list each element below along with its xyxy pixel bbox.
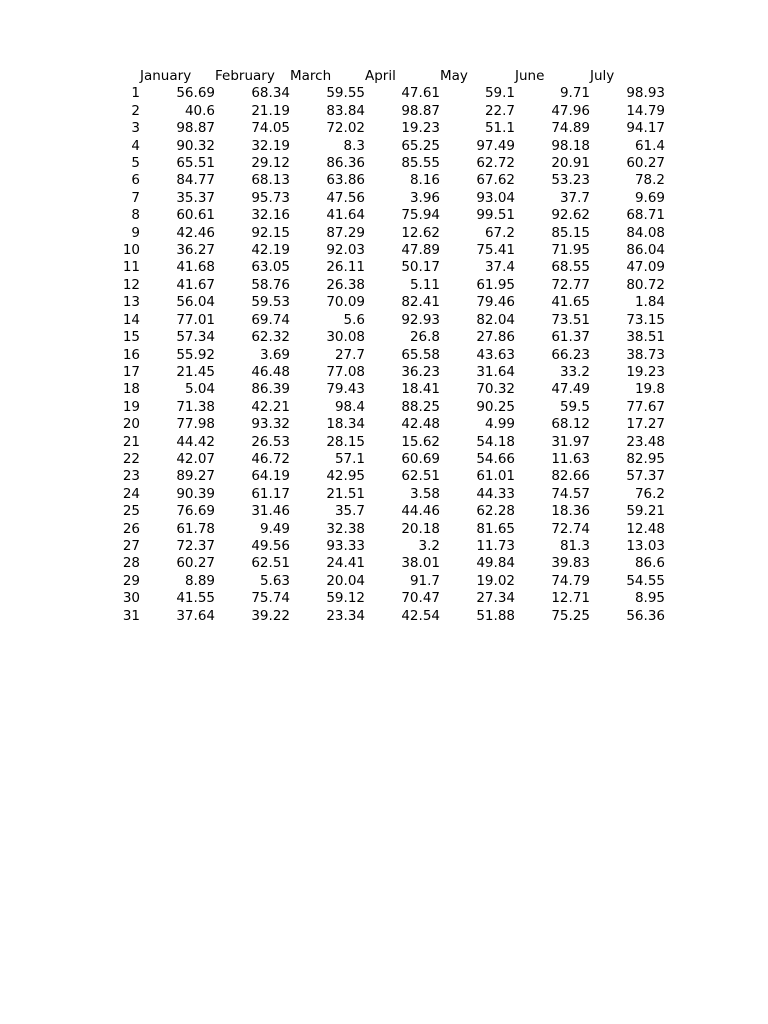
data-cell: 90.25 (476, 398, 515, 415)
data-cell: 31.64 (476, 363, 515, 380)
data-cell: 41.64 (326, 207, 365, 224)
data-cell: 54.18 (476, 433, 515, 450)
row-number: 18 (122, 381, 140, 398)
data-cell: 90.39 (176, 485, 215, 502)
data-cell: 3.96 (409, 189, 440, 206)
data-cell: 12.62 (401, 224, 440, 241)
data-cell: 14.79 (626, 102, 665, 119)
data-cell: 58.76 (251, 276, 290, 293)
table-row (117, 103, 665, 120)
data-cell: 3.69 (259, 346, 290, 363)
data-cell: 57.37 (626, 468, 665, 485)
data-cell: 59.55 (326, 85, 365, 102)
row-number: 3 (131, 120, 140, 137)
data-cell: 86.04 (626, 242, 665, 259)
data-cell: 68.12 (551, 416, 590, 433)
data-cell: 9.49 (259, 520, 290, 537)
data-cell: 39.83 (551, 555, 590, 572)
data-cell: 3.2 (418, 537, 440, 554)
table-row (117, 294, 665, 311)
data-cell: 61.78 (176, 520, 215, 537)
data-cell: 75.25 (551, 607, 590, 624)
row-number: 27 (122, 537, 140, 554)
data-cell: 72.74 (551, 520, 590, 537)
data-cell: 67.62 (476, 172, 515, 189)
table-row (117, 155, 665, 172)
data-cell: 44.46 (401, 503, 440, 520)
data-cell: 92.15 (251, 224, 290, 241)
data-cell: 57.34 (176, 329, 215, 346)
data-cell: 47.89 (401, 242, 440, 259)
data-cell: 79.43 (326, 381, 365, 398)
data-cell: 47.96 (551, 102, 590, 119)
data-cell: 62.72 (476, 155, 515, 172)
data-cell: 66.23 (551, 346, 590, 363)
data-cell: 53.23 (551, 172, 590, 189)
spreadsheet-page (117, 68, 665, 625)
data-cell: 62.32 (251, 329, 290, 346)
data-cell: 68.71 (626, 207, 665, 224)
data-cell: 28.15 (326, 433, 365, 450)
row-number: 8 (131, 207, 140, 224)
data-cell: 1.84 (634, 294, 665, 311)
column-header-july: July (590, 68, 615, 84)
data-cell: 26.38 (326, 276, 365, 293)
data-cell: 63.05 (251, 259, 290, 276)
data-cell: 94.17 (626, 120, 665, 137)
table-row (117, 329, 665, 346)
data-cell: 61.17 (251, 485, 290, 502)
data-cell: 65.25 (401, 137, 440, 154)
data-cell: 93.33 (326, 537, 365, 554)
data-cell: 65.58 (401, 346, 440, 363)
data-cell: 27.86 (476, 329, 515, 346)
row-number: 10 (122, 242, 140, 259)
data-cell: 19.23 (626, 363, 665, 380)
data-cell: 85.15 (551, 224, 590, 241)
data-cell: 87.29 (326, 224, 365, 241)
row-number: 24 (122, 485, 140, 502)
data-cell: 64.19 (251, 468, 290, 485)
data-cell: 82.95 (626, 450, 665, 467)
data-cell: 47.56 (326, 189, 365, 206)
row-number: 5 (131, 155, 140, 172)
data-cell: 8.89 (184, 572, 215, 589)
data-cell: 70.47 (401, 590, 440, 607)
data-cell: 51.88 (476, 607, 515, 624)
data-cell: 75.74 (251, 590, 290, 607)
data-cell: 44.42 (176, 433, 215, 450)
data-cell: 55.92 (176, 346, 215, 363)
data-cell: 22.7 (484, 102, 515, 119)
data-cell: 38.01 (401, 555, 440, 572)
table-row (117, 138, 665, 155)
row-number: 1 (131, 85, 140, 102)
data-cell: 99.51 (476, 207, 515, 224)
data-cell: 59.1 (484, 85, 515, 102)
data-cell: 41.55 (176, 590, 215, 607)
data-cell: 86.39 (251, 381, 290, 398)
data-cell: 78.2 (634, 172, 665, 189)
data-cell: 86.36 (326, 155, 365, 172)
data-cell: 76.69 (176, 503, 215, 520)
data-cell: 98.18 (551, 137, 590, 154)
data-cell: 77.08 (326, 363, 365, 380)
data-cell: 37.4 (484, 259, 515, 276)
data-cell: 47.49 (551, 381, 590, 398)
row-number: 6 (131, 172, 140, 189)
data-cell: 97.49 (476, 137, 515, 154)
data-cell: 63.86 (326, 172, 365, 189)
data-cell: 26.53 (251, 433, 290, 450)
data-cell: 41.65 (551, 294, 590, 311)
data-cell: 37.64 (176, 607, 215, 624)
table-row (117, 399, 665, 416)
data-cell: 42.21 (251, 398, 290, 415)
row-number: 4 (131, 137, 140, 154)
data-cell: 88.25 (401, 398, 440, 415)
data-cell: 37.7 (559, 189, 590, 206)
data-cell: 35.7 (334, 503, 365, 520)
data-cell: 46.72 (251, 450, 290, 467)
data-cell: 73.15 (626, 311, 665, 328)
data-cell: 32.19 (251, 137, 290, 154)
table-row (117, 259, 665, 276)
data-cell: 20.18 (401, 520, 440, 537)
data-cell: 18.41 (401, 381, 440, 398)
data-cell: 54.55 (626, 572, 665, 589)
data-cell: 90.32 (176, 137, 215, 154)
data-cell: 77.67 (626, 398, 665, 415)
table-row (117, 451, 665, 468)
table-body (117, 85, 665, 625)
row-number: 30 (122, 590, 140, 607)
data-cell: 41.67 (176, 276, 215, 293)
table-row (117, 573, 665, 590)
data-cell: 62.28 (476, 503, 515, 520)
data-cell: 74.89 (551, 120, 590, 137)
table-row (117, 555, 665, 572)
data-cell: 42.19 (251, 242, 290, 259)
data-cell: 39.22 (251, 607, 290, 624)
data-cell: 44.33 (476, 485, 515, 502)
row-number: 16 (122, 346, 140, 363)
corner-cell (117, 68, 140, 85)
data-cell: 74.57 (551, 485, 590, 502)
data-cell: 5.11 (409, 276, 440, 293)
row-number: 13 (122, 294, 140, 311)
data-cell: 8.95 (634, 590, 665, 607)
table-row (117, 120, 665, 137)
data-cell: 26.8 (409, 329, 440, 346)
row-number: 17 (122, 363, 140, 380)
data-cell: 31.97 (551, 433, 590, 450)
data-cell: 56.69 (176, 85, 215, 102)
data-cell: 71.38 (176, 398, 215, 415)
table-row (117, 608, 665, 625)
data-cell: 93.04 (476, 189, 515, 206)
table-row (117, 172, 665, 189)
data-cell: 19.8 (634, 381, 665, 398)
data-cell: 71.95 (551, 242, 590, 259)
data-cell: 40.6 (184, 102, 215, 119)
data-cell: 5.63 (259, 572, 290, 589)
data-cell: 62.51 (251, 555, 290, 572)
table-row (117, 503, 665, 520)
row-number: 11 (122, 259, 140, 276)
data-cell: 33.2 (559, 363, 590, 380)
data-cell: 30.08 (326, 329, 365, 346)
data-cell: 75.94 (401, 207, 440, 224)
data-cell: 12.48 (626, 520, 665, 537)
data-cell: 81.3 (559, 537, 590, 554)
row-number: 12 (122, 276, 140, 293)
row-number: 21 (122, 433, 140, 450)
data-cell: 84.77 (176, 172, 215, 189)
column-header-february: February (215, 68, 275, 84)
data-cell: 82.04 (476, 311, 515, 328)
table-row (117, 190, 665, 207)
data-cell: 77.98 (176, 416, 215, 433)
data-cell: 19.23 (401, 120, 440, 137)
table-row (117, 242, 665, 259)
data-cell: 20.91 (551, 155, 590, 172)
data-cell: 89.27 (176, 468, 215, 485)
row-number: 23 (122, 468, 140, 485)
data-cell: 46.48 (251, 363, 290, 380)
row-number: 31 (122, 607, 140, 624)
row-number: 22 (122, 450, 140, 467)
data-cell: 54.66 (476, 450, 515, 467)
row-number: 7 (131, 189, 140, 206)
data-cell: 57.1 (334, 450, 365, 467)
table-row (117, 434, 665, 451)
data-cell: 93.32 (251, 416, 290, 433)
data-cell: 35.37 (176, 189, 215, 206)
data-cell: 12.71 (551, 590, 590, 607)
data-cell: 49.56 (251, 537, 290, 554)
row-number: 14 (122, 311, 140, 328)
data-cell: 47.09 (626, 259, 665, 276)
column-header-april: April (365, 68, 396, 84)
data-cell: 27.7 (334, 346, 365, 363)
data-cell: 65.51 (176, 155, 215, 172)
data-cell: 8.16 (409, 172, 440, 189)
data-cell: 27.34 (476, 590, 515, 607)
data-cell: 23.34 (326, 607, 365, 624)
data-cell: 32.38 (326, 520, 365, 537)
data-cell: 85.55 (401, 155, 440, 172)
data-cell: 73.51 (551, 311, 590, 328)
data-cell: 42.46 (176, 224, 215, 241)
data-cell: 98.4 (334, 398, 365, 415)
data-cell: 21.45 (176, 363, 215, 380)
data-cell: 92.62 (551, 207, 590, 224)
data-cell: 18.34 (326, 416, 365, 433)
row-number: 28 (122, 555, 140, 572)
data-cell: 98.87 (401, 102, 440, 119)
data-cell: 17.27 (626, 416, 665, 433)
data-cell: 11.63 (551, 450, 590, 467)
data-cell: 24.41 (326, 555, 365, 572)
data-cell: 92.93 (401, 311, 440, 328)
data-cell: 50.17 (401, 259, 440, 276)
data-cell: 13.03 (626, 537, 665, 554)
monthly-data-table (117, 68, 665, 625)
data-cell: 4.99 (484, 416, 515, 433)
data-cell: 19.02 (476, 572, 515, 589)
data-cell: 41.68 (176, 259, 215, 276)
header-row (117, 68, 665, 85)
data-cell: 86.6 (634, 555, 665, 572)
data-cell: 21.51 (326, 485, 365, 502)
row-number: 19 (122, 398, 140, 415)
data-cell: 31.46 (251, 503, 290, 520)
data-cell: 72.02 (326, 120, 365, 137)
data-cell: 60.27 (176, 555, 215, 572)
table-row (117, 381, 665, 398)
data-cell: 74.05 (251, 120, 290, 137)
data-cell: 68.13 (251, 172, 290, 189)
data-cell: 68.55 (551, 259, 590, 276)
table-row (117, 521, 665, 538)
data-cell: 82.41 (401, 294, 440, 311)
data-cell: 60.69 (401, 450, 440, 467)
data-cell: 56.04 (176, 294, 215, 311)
data-cell: 43.63 (476, 346, 515, 363)
data-cell: 60.27 (626, 155, 665, 172)
table-row (117, 538, 665, 555)
data-cell: 61.95 (476, 276, 515, 293)
data-cell: 92.03 (326, 242, 365, 259)
data-cell: 56.36 (626, 607, 665, 624)
table-row (117, 312, 665, 329)
data-cell: 95.73 (251, 189, 290, 206)
data-cell: 5.6 (343, 311, 365, 328)
data-cell: 79.46 (476, 294, 515, 311)
table-row (117, 225, 665, 242)
data-cell: 23.48 (626, 433, 665, 450)
data-cell: 70.32 (476, 381, 515, 398)
row-number: 29 (122, 572, 140, 589)
table-row (117, 347, 665, 364)
row-number: 2 (131, 102, 140, 119)
data-cell: 5.04 (184, 381, 215, 398)
table-row (117, 416, 665, 433)
data-cell: 60.61 (176, 207, 215, 224)
column-header-june: June (515, 68, 545, 84)
data-cell: 83.84 (326, 102, 365, 119)
column-header-march: March (290, 68, 332, 84)
data-cell: 59.53 (251, 294, 290, 311)
data-cell: 18.36 (551, 503, 590, 520)
data-cell: 11.73 (476, 537, 515, 554)
row-number: 9 (131, 224, 140, 241)
data-cell: 61.37 (551, 329, 590, 346)
data-cell: 68.34 (251, 85, 290, 102)
data-cell: 74.79 (551, 572, 590, 589)
data-cell: 84.08 (626, 224, 665, 241)
table-row (117, 85, 665, 102)
data-cell: 98.93 (626, 85, 665, 102)
row-number: 20 (122, 416, 140, 433)
data-cell: 51.1 (484, 120, 515, 137)
data-cell: 75.41 (476, 242, 515, 259)
row-number: 25 (122, 503, 140, 520)
data-cell: 42.48 (401, 416, 440, 433)
data-cell: 80.72 (626, 276, 665, 293)
data-cell: 76.2 (634, 485, 665, 502)
table-row (117, 468, 665, 485)
data-cell: 42.07 (176, 450, 215, 467)
data-cell: 81.65 (476, 520, 515, 537)
data-cell: 72.77 (551, 276, 590, 293)
column-header-may: May (440, 68, 468, 84)
data-cell: 47.61 (401, 85, 440, 102)
row-number: 26 (122, 520, 140, 537)
data-cell: 8.3 (343, 137, 365, 154)
data-cell: 59.5 (559, 398, 590, 415)
data-cell: 32.16 (251, 207, 290, 224)
data-cell: 59.21 (626, 503, 665, 520)
data-cell: 67.2 (484, 224, 515, 241)
row-number: 15 (122, 329, 140, 346)
data-cell: 72.37 (176, 537, 215, 554)
data-cell: 98.87 (176, 120, 215, 137)
data-cell: 77.01 (176, 311, 215, 328)
data-cell: 36.27 (176, 242, 215, 259)
data-cell: 42.95 (326, 468, 365, 485)
data-cell: 70.09 (326, 294, 365, 311)
data-cell: 42.54 (401, 607, 440, 624)
data-cell: 91.7 (409, 572, 440, 589)
data-cell: 26.11 (326, 259, 365, 276)
data-cell: 38.73 (626, 346, 665, 363)
data-cell: 38.51 (626, 329, 665, 346)
table-row (117, 277, 665, 294)
data-cell: 9.69 (634, 189, 665, 206)
data-cell: 61.4 (634, 137, 665, 154)
data-cell: 29.12 (251, 155, 290, 172)
table-row (117, 207, 665, 224)
data-cell: 59.12 (326, 590, 365, 607)
data-cell: 15.62 (401, 433, 440, 450)
data-cell: 69.74 (251, 311, 290, 328)
table-row (117, 486, 665, 503)
table-row (117, 590, 665, 607)
data-cell: 62.51 (401, 468, 440, 485)
data-cell: 21.19 (251, 102, 290, 119)
data-cell: 36.23 (401, 363, 440, 380)
data-cell: 61.01 (476, 468, 515, 485)
data-cell: 9.71 (559, 85, 590, 102)
data-cell: 20.04 (326, 572, 365, 589)
data-cell: 82.66 (551, 468, 590, 485)
table-row (117, 364, 665, 381)
data-cell: 49.84 (476, 555, 515, 572)
data-cell: 3.58 (409, 485, 440, 502)
column-header-january: January (140, 68, 192, 84)
